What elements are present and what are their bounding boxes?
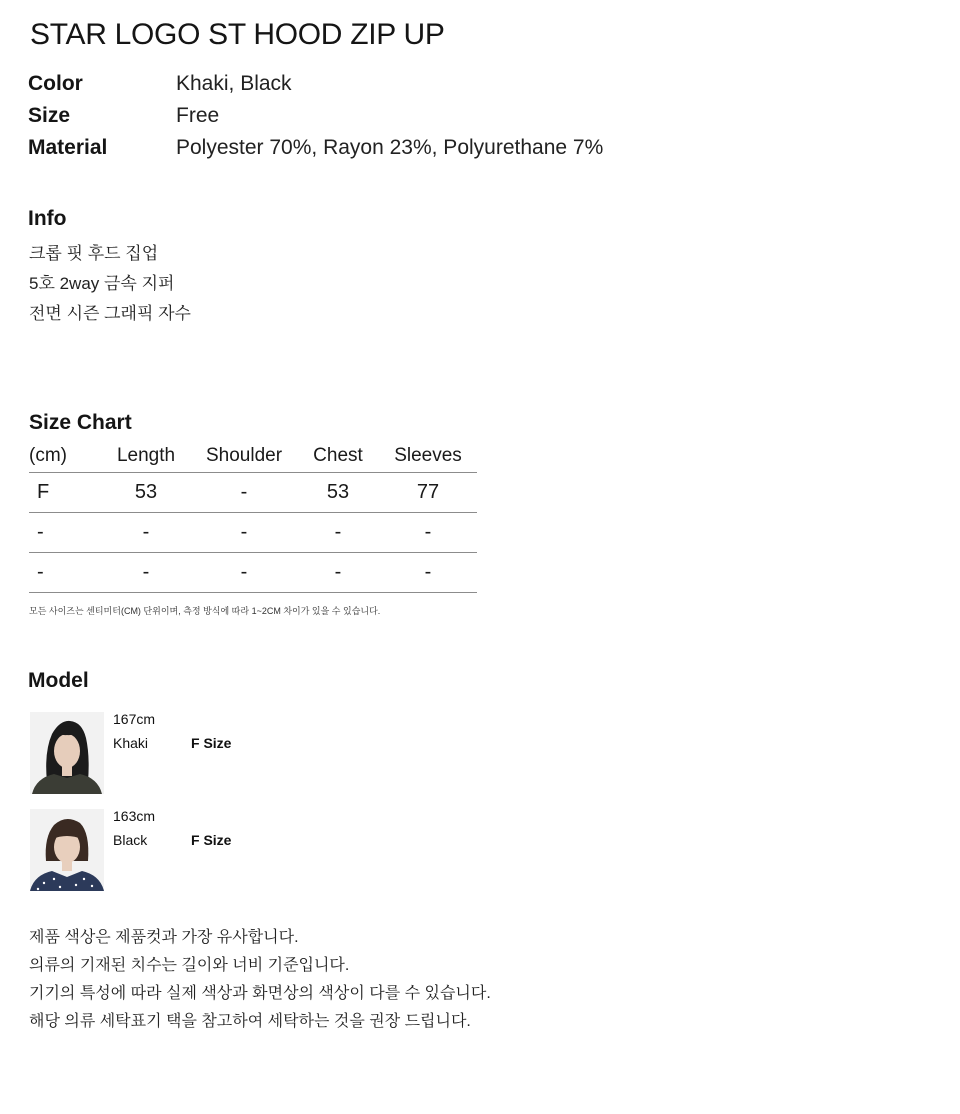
- model-color: Black: [113, 832, 148, 848]
- size-chart-header-row: [29, 439, 477, 473]
- spec-key: Size: [28, 104, 71, 127]
- info-line: 전면 시즌 그래픽 자수: [29, 304, 191, 323]
- product-notes: [29, 926, 491, 1038]
- table-cell: -: [297, 553, 379, 593]
- table-cell: 77: [379, 473, 477, 513]
- spec-value: Khaki, Black: [176, 72, 292, 95]
- col-header-shoulder: Shoulder: [191, 439, 297, 473]
- spec-value: Polyester 70%, Rayon 23%, Polyurethane 7%: [176, 136, 604, 159]
- col-header-length: Length: [101, 439, 191, 473]
- model-heading: Model: [28, 669, 89, 692]
- table-cell: -: [379, 513, 477, 553]
- info-list: [29, 241, 191, 331]
- table-cell: F: [29, 473, 101, 513]
- table-cell: -: [191, 473, 297, 513]
- model-color: Khaki: [113, 735, 149, 751]
- model-photo: [30, 809, 104, 891]
- col-header-chest: Chest: [297, 439, 379, 473]
- table-row: [29, 473, 477, 513]
- model-details: [113, 712, 231, 794]
- table-cell: -: [101, 553, 191, 593]
- table-cell: 53: [101, 473, 191, 513]
- col-header-sleeves: Sleeves: [379, 439, 477, 473]
- table-cell: -: [101, 513, 191, 553]
- table-cell: 53: [297, 473, 379, 513]
- note-line: 제품 색상은 제품컷과 가장 유사합니다.: [29, 929, 299, 946]
- model-details: [113, 809, 231, 891]
- table-row: [29, 553, 477, 593]
- info-line: 크롭 핏 후드 집업: [29, 244, 159, 263]
- model-size: F Size: [191, 735, 232, 751]
- size-chart-note: 모든 사이즈는 센티미터(CM) 단위이며, 측정 방식에 따라 1~2CM 차이가 있을 수 있습니다.: [29, 606, 381, 616]
- model-photo: [30, 712, 104, 794]
- size-chart-heading: Size Chart: [29, 411, 132, 434]
- table-cell: -: [297, 513, 379, 553]
- model-card-black: [30, 809, 231, 891]
- table-cell: -: [191, 513, 297, 553]
- model-height: 163cm: [113, 808, 156, 824]
- col-header-unit: (cm): [29, 439, 101, 473]
- note-line: 해당 의류 세탁표기 택을 참고하여 세탁하는 것을 권장 드립니다.: [29, 1013, 471, 1030]
- spec-key: Material: [28, 136, 108, 159]
- model-fit-row: [113, 735, 231, 751]
- model-height: 167cm: [113, 711, 156, 727]
- table-row: [29, 513, 477, 553]
- spec-row-size: [28, 100, 603, 132]
- note-line: 의류의 기재된 치수는 길이와 너비 기준입니다.: [29, 957, 350, 974]
- model-size: F Size: [191, 832, 232, 848]
- model-fit-row: [113, 832, 231, 848]
- note-line: 기기의 특성에 따라 실제 색상과 화면상의 색상이 다를 수 있습니다.: [29, 985, 491, 1002]
- info-heading: Info: [28, 207, 67, 230]
- size-chart-table: [29, 439, 477, 593]
- spec-row-material: [28, 132, 603, 164]
- spec-row-color: [28, 68, 603, 100]
- spec-list: [28, 68, 603, 164]
- table-cell: -: [191, 553, 297, 593]
- spec-value: Free: [176, 104, 220, 127]
- table-cell: -: [379, 553, 477, 593]
- table-cell: -: [29, 553, 101, 593]
- spec-key: Color: [28, 72, 83, 95]
- product-title: STAR LOGO ST HOOD ZIP UP: [30, 18, 445, 51]
- table-cell: -: [29, 513, 101, 553]
- info-line: 5호 2way 금속 지퍼: [29, 274, 175, 293]
- model-card-khaki: [30, 712, 231, 794]
